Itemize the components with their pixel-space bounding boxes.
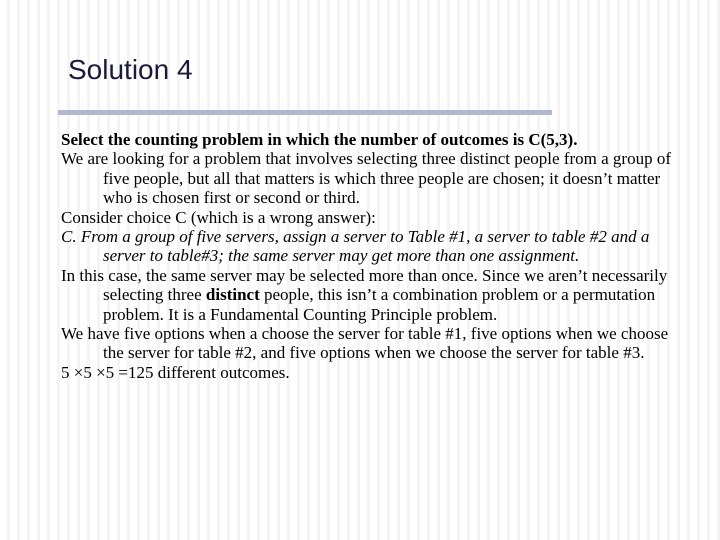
slide-title: Solution 4 bbox=[68, 54, 193, 85]
consider-choice-paragraph: Consider choice C (which is a wrong answer): bbox=[61, 207, 376, 227]
case-analysis-text-end: people, this isn’t a combination problem or a permutation problem. It is a Fundamental Counting Principle problem. bbox=[103, 285, 656, 324]
slide-body bbox=[61, 130, 671, 382]
title-underline bbox=[58, 110, 552, 115]
options-paragraph: We have five options when a choose the server for table #1, five options when we choose the server for table #2, and five options when we choose the server for table #3. bbox=[61, 324, 669, 363]
case-analysis-paragraph bbox=[61, 266, 671, 324]
choice-c-paragraph: C. From a group of five servers, assign a server to Table #1, a server to table #2 and a server to table#3; the same server may get more than one assignment. bbox=[61, 227, 650, 266]
result-paragraph: 5 ×5 ×5 =125 different outcomes. bbox=[61, 362, 290, 382]
distinct-emphasis: distinct bbox=[205, 285, 260, 305]
explanation-paragraph: We are looking for a problem that involves selecting three distinct people from a group of five people, but all that matters is which three people are chosen; it doesn’t matter who is chosen first or second or third. bbox=[61, 149, 671, 208]
question-paragraph: Select the counting problem in which the number of outcomes is C(5,3). bbox=[61, 130, 578, 149]
case-analysis-text-start: In this case, the same server may be selected more than once. Since we aren’t necessarily selecting three bbox=[61, 265, 668, 305]
